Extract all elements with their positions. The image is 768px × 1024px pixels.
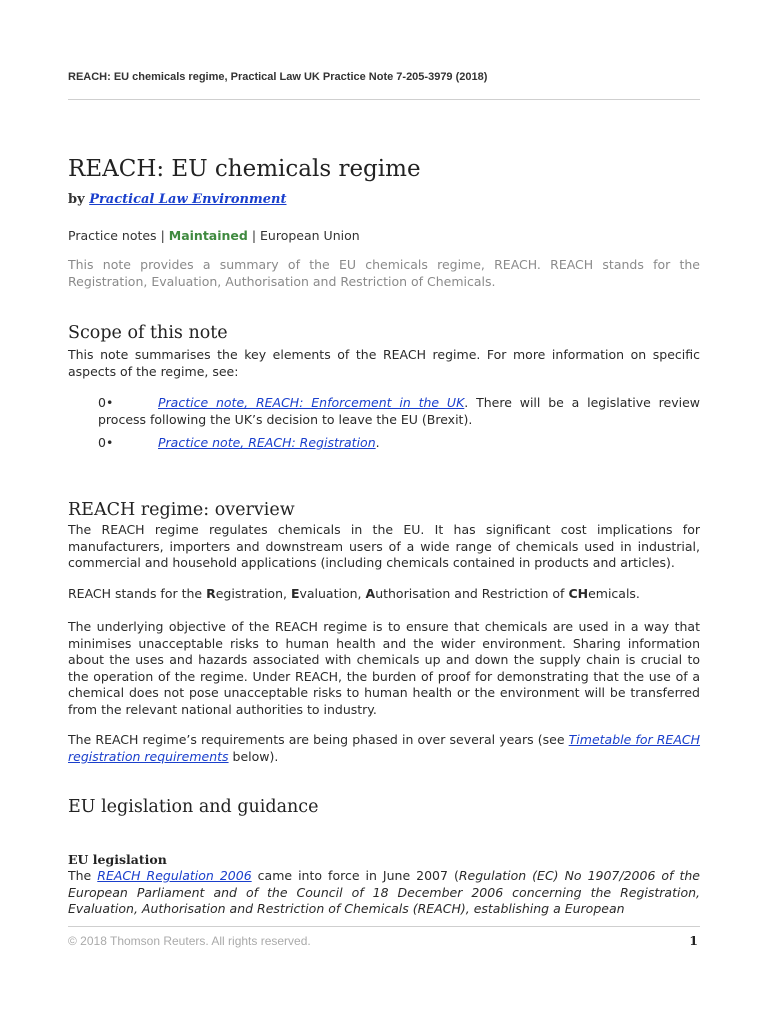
timetable-link[interactable]: Timetable for REACH registration requirements xyxy=(68,732,701,764)
section-heading-legislation: EU legislation and guidance xyxy=(68,797,319,817)
acronym-letter: A xyxy=(365,586,376,601)
page-title: REACH: EU chemicals regime xyxy=(68,156,421,182)
reach-acronym-paragraph xyxy=(68,586,700,603)
bullet-text: . There will be a legislative review process following the UK’s decision to leave the EU (Brexit). xyxy=(98,395,700,427)
copyright-notice: © 2018 Thomson Reuters. All rights reserved. xyxy=(68,934,311,948)
registration-note-link[interactable]: Practice note, REACH: Registration xyxy=(158,435,376,450)
document-meta xyxy=(68,228,360,243)
page-number: 1 xyxy=(689,933,698,948)
acronym-letter: E xyxy=(290,586,300,601)
list-item xyxy=(98,394,700,428)
text-run: The xyxy=(68,868,98,883)
enforcement-note-link[interactable]: Practice note, REACH: Enforcement in the UK xyxy=(158,395,465,410)
acronym-letter: R xyxy=(206,586,216,601)
overview-paragraph: The REACH regime regulates chemicals in the EU. It has significant cost implications for manufacturers, importers and downstream users of a wide range of chemicals used in industrial, commercial and household applications (including chemicals contained in products and articles). xyxy=(68,522,700,570)
objective-paragraph: The underlying objective of the REACH regime is to ensure that chemicals are used in a way that minimises unacceptable risks to human health and the wider environment. Sharing information about the uses and hazards associated with chemicals up and down the supply chain is crucial to the operation of the regime. Under REACH, the burden of proof for demonstrating that the use of a chemical does not pose unacceptable risks to human health or the environment will be transferred from the relevant national authorities to industry. xyxy=(68,619,700,717)
list-item xyxy=(98,434,700,451)
bullet-marker: 0• xyxy=(98,435,114,450)
reach-regulation-link[interactable]: REACH Regulation 2006 xyxy=(97,868,252,883)
status-badge: Maintained xyxy=(168,228,248,243)
text-run: emicals. xyxy=(588,586,640,601)
byline xyxy=(68,192,287,207)
subheading-eu-legislation: EU legislation xyxy=(68,852,167,867)
text-run: REACH stands for the xyxy=(68,586,207,601)
regulation-citation: Regulation (EC) No 1907/2006 of the European Parliament and of the Council of 18 December 2006 concerning the Registration, Evaluation, Authorisation and Restriction of Chemicals (REACH), establishing a European xyxy=(68,868,700,916)
resource-type: Practice notes xyxy=(68,228,157,243)
text-run: below). xyxy=(228,748,279,764)
jurisdiction: European Union xyxy=(260,228,360,243)
text-run: came into force in June 2007 ( xyxy=(251,868,459,883)
text-run: The REACH regime’s requirements are being phased in over several years (see xyxy=(68,732,569,747)
header-divider xyxy=(68,99,700,100)
bullet-marker: 0• xyxy=(98,395,114,410)
author-link[interactable]: Practical Law Environment xyxy=(89,192,287,207)
abstract: This note provides a summary of the EU chemicals regime, REACH. REACH stands for the Registration, Evaluation, Authorisation and Restriction of Chemicals. xyxy=(68,257,700,289)
scope-intro: This note summarises the key elements of the REACH regime. For more information on specific aspects of the regime, see: xyxy=(68,347,700,379)
timetable-paragraph xyxy=(68,732,700,765)
section-heading-scope: Scope of this note xyxy=(68,323,228,343)
meta-separator: | xyxy=(160,228,165,243)
text-run: valuation, xyxy=(299,586,366,601)
bullet-text: . xyxy=(375,435,380,450)
by-label: by xyxy=(68,192,85,207)
text-run: egistration, xyxy=(215,586,291,601)
section-heading-overview: REACH regime: overview xyxy=(68,500,295,520)
text-run: uthorisation and Restriction of xyxy=(375,586,569,601)
meta-separator: | xyxy=(251,228,257,243)
legislation-paragraph xyxy=(68,868,700,918)
footer-divider xyxy=(68,926,700,927)
acronym-letter: CH xyxy=(568,586,589,601)
running-header: REACH: EU chemicals regime, Practical Law UK Practice Note 7-205-3979 (2018) xyxy=(68,71,488,83)
